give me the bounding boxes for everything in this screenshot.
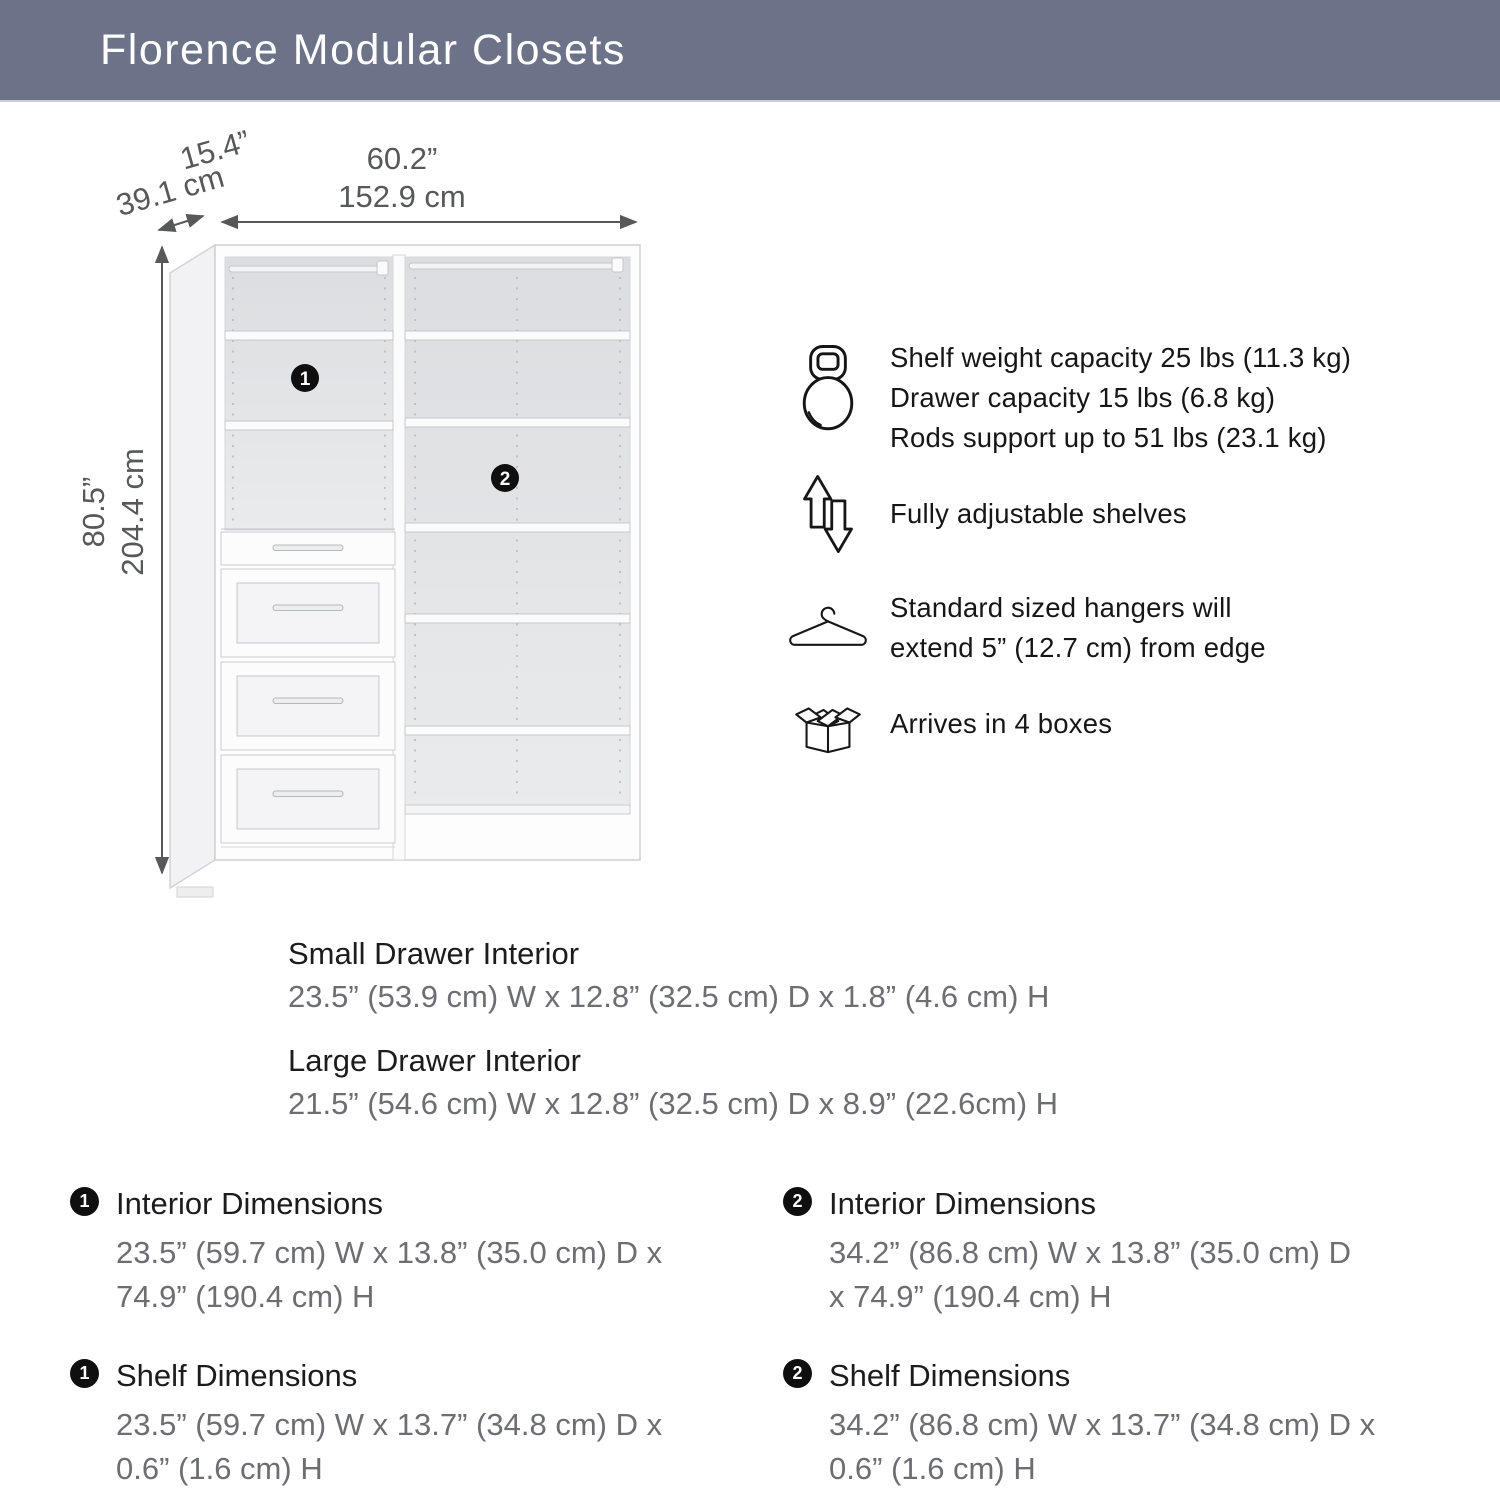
section-title: Shelf Dimensions [829, 1358, 1071, 1393]
section-line: 23.5” (59.7 cm) W x 13.7” (34.8 cm) D x [116, 1407, 663, 1442]
shelf [405, 726, 630, 735]
height-inches-label: 80.5” [76, 476, 111, 548]
shelf [405, 614, 630, 623]
badge-1: 1 [70, 1359, 99, 1388]
shelf [405, 418, 630, 427]
shelf-dimensions-1 [70, 1358, 750, 1491]
section-line: 23.5” (59.7 cm) W x 13.8” (35.0 cm) D x [116, 1235, 663, 1270]
feature-hanger-clearance [780, 588, 1470, 668]
feature-text: Shelf weight capacity 25 lbs (11.3 kg) Drawer capacity 15 lbs (6.8 kg) Rods support up to 51 lbs (23.1 kg) [890, 342, 1352, 453]
large-drawer-spec [288, 1043, 1248, 1122]
section-title: Interior Dimensions [829, 1186, 1097, 1221]
hanger-icon [780, 604, 876, 650]
right-hanging-rod [409, 263, 623, 269]
badge-2: 2 [783, 1187, 812, 1216]
badge-2 [491, 464, 519, 492]
feature-list [780, 338, 1470, 808]
interior-dimensions-1 [70, 1186, 750, 1319]
svg-text:2: 2 [499, 469, 511, 490]
shelf [405, 331, 630, 340]
section-line: 34.2” (86.8 cm) W x 13.7” (34.8 cm) D x [829, 1407, 1376, 1442]
page-title: Florence Modular Closets [100, 25, 626, 74]
spec-title: Small Drawer Interior [288, 936, 580, 971]
badge-2: 2 [783, 1359, 812, 1388]
feature-text: Fully adjustable shelves [890, 498, 1187, 529]
section-title: Interior Dimensions [116, 1186, 384, 1221]
section-line: x 74.9” (190.4 cm) H [829, 1279, 1112, 1314]
width-inches-label: 60.2” [366, 141, 438, 176]
feature-adjustable-shelves [780, 466, 1470, 534]
cabinet-floor [405, 805, 630, 814]
depth-cm-label: 39.1 cm [112, 158, 228, 223]
drawer-interior-specs [288, 936, 1248, 1150]
spec-dims: 23.5” (53.9 cm) W x 12.8” (32.5 cm) D x 1.8” (4.6 cm) H [288, 979, 1050, 1014]
feature-text: Arrives in 4 boxes [890, 708, 1113, 739]
shelf [225, 331, 393, 340]
feature-text: Standard sized hangers will extend 5” (12.7 cm) from edge [890, 592, 1266, 663]
section-line: 34.2” (86.8 cm) W x 13.8” (35.0 cm) D [829, 1235, 1351, 1270]
svg-text:1: 1 [299, 369, 311, 390]
header-bar [0, 0, 1500, 102]
drawer-stack [221, 529, 395, 847]
spec-dims: 21.5” (54.6 cm) W x 12.8” (32.5 cm) D x 8.9” (22.6cm) H [288, 1086, 1059, 1121]
small-drawer-spec [288, 936, 1248, 1015]
shelf [225, 421, 393, 430]
section-title: Shelf Dimensions [116, 1358, 358, 1393]
feature-weight-capacity [780, 338, 1470, 458]
badge-1: 1 [70, 1187, 99, 1216]
closet-illustration [170, 245, 640, 897]
adjustable-shelves-icon [780, 466, 876, 562]
spec-title: Large Drawer Interior [288, 1043, 581, 1078]
shelf [405, 523, 630, 532]
kettlebell-icon [780, 340, 876, 438]
section-line: 74.9” (190.4 cm) H [116, 1279, 375, 1314]
height-cm-label: 204.4 cm [115, 448, 150, 576]
section-line: 0.6” (1.6 cm) H [116, 1451, 323, 1486]
interior-dimensions-2 [783, 1186, 1463, 1319]
closet-dimension-diagram [55, 105, 735, 925]
depth-inches-label: 15.4” [176, 123, 254, 177]
section-line: 0.6” (1.6 cm) H [829, 1451, 1036, 1486]
width-cm-label: 152.9 cm [338, 179, 466, 214]
badge-1 [291, 364, 319, 392]
left-hanging-rod [229, 266, 387, 272]
shelf-dimensions-2 [783, 1358, 1463, 1491]
box-icon [780, 690, 876, 758]
feature-boxes [780, 690, 1470, 744]
